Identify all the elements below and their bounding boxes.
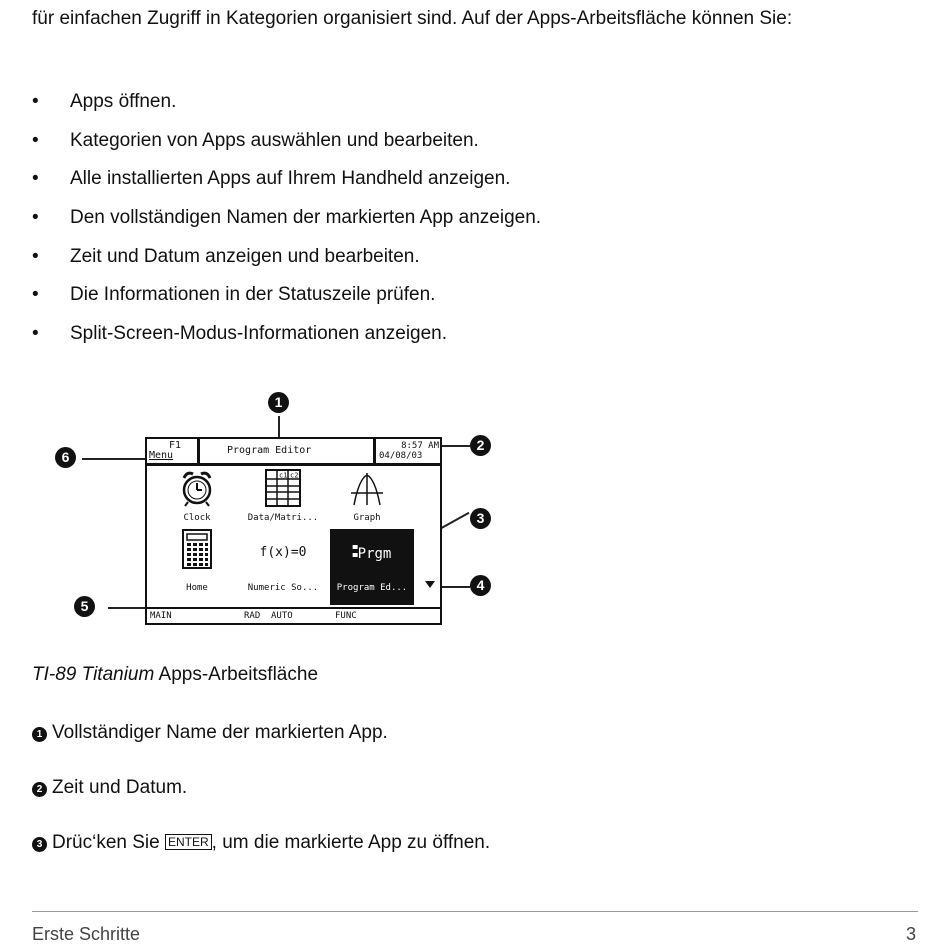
figure-caption: TI-89 Titanium Apps-Arbeitsfläche	[32, 664, 319, 685]
app-label: Numeric So...	[247, 583, 319, 593]
footer-divider	[32, 911, 918, 912]
callout-2: 2	[470, 435, 491, 456]
bullet-icon: •	[32, 207, 39, 229]
callout-badge: 2	[32, 782, 47, 797]
numeric-solver-icon: f(x)=0	[259, 545, 307, 560]
app-home[interactable]	[155, 529, 239, 605]
legend-item-2: 2 Zeit und Datum.	[32, 777, 187, 799]
calculator-icon	[181, 529, 213, 569]
status-bar	[147, 607, 440, 625]
app-data-matrix[interactable]	[241, 467, 325, 527]
callout-6: 6	[55, 447, 76, 468]
app-numeric-solver[interactable]	[241, 529, 325, 605]
callout-3: 3	[470, 508, 491, 529]
program-editor-icon: Prgm	[353, 545, 392, 562]
callout-badge: 1	[32, 727, 47, 742]
callout-5: 5	[74, 596, 95, 617]
f1-menu-button[interactable]	[147, 439, 200, 463]
footer-section-title: Erste Schritte	[32, 924, 141, 944]
bullet-icon: •	[32, 245, 39, 267]
leader-line	[82, 458, 146, 460]
app-label: Home	[186, 583, 208, 593]
leader-line	[278, 416, 280, 438]
intro-paragraph: für einfachen Zugriff in Kategorien organisiert sind. Auf der Apps-Arbeitsfläche können Sie:	[32, 8, 793, 29]
date-label: 04/08/03	[379, 451, 423, 461]
f1-key-label: F1	[169, 440, 182, 451]
matrix-cell-label: c2	[290, 471, 299, 480]
data-matrix-icon	[264, 469, 302, 507]
app-label: Clock	[183, 513, 211, 523]
status-mode: AUTO	[271, 611, 293, 621]
callout-4: 4	[470, 575, 491, 596]
calculator-screen	[145, 437, 442, 625]
highlighted-app-name: Program Editor	[227, 445, 312, 456]
list-item: • Alle installierten Apps auf Ihrem Handheld anzeigen.	[32, 165, 541, 204]
list-item: • Zeit und Datum anzeigen und bearbeiten.	[32, 243, 541, 282]
list-item: • Apps öffnen.	[32, 88, 541, 127]
list-item: • Die Informationen in der Statuszeile prüfen.	[32, 281, 541, 320]
app-graph[interactable]	[325, 467, 409, 527]
bullet-icon: •	[32, 284, 39, 306]
menu-label: Menu	[149, 450, 174, 461]
list-item: • Kategorien von Apps auswählen und bearbeiten.	[32, 127, 541, 166]
app-program-editor[interactable]	[330, 529, 414, 605]
leader-line	[438, 445, 470, 447]
leader-line	[108, 607, 148, 609]
toolbar	[147, 439, 440, 466]
time-label: 8:57 AM	[401, 441, 439, 451]
bullet-icon: •	[32, 91, 39, 112]
list-item: • Split-Screen-Modus-Informationen anzeigen.	[32, 320, 541, 359]
bullet-icon: •	[32, 323, 39, 345]
clock-icon	[179, 469, 215, 507]
apps-desktop-figure	[0, 370, 520, 640]
down-arrow-icon[interactable]	[425, 581, 435, 588]
status-folder: MAIN	[150, 611, 172, 621]
app-label: Graph	[353, 513, 381, 523]
status-graph: FUNC	[335, 611, 357, 621]
bullet-icon: •	[32, 168, 39, 190]
legend-item-1: 1 Vollständiger Name der markierten App.	[32, 722, 388, 744]
callout-1: 1	[268, 392, 289, 413]
page-number: 3	[906, 924, 917, 944]
feature-list	[32, 88, 541, 359]
callout-badge: 3	[32, 837, 47, 852]
bullet-icon: •	[32, 129, 39, 151]
status-angle: RAD	[244, 611, 261, 621]
legend-item-3: 3 Drüc‘ken Sie ENTER , um die markierte App zu öffnen.	[32, 832, 490, 854]
matrix-cell-label: c1	[279, 471, 288, 480]
list-item: • Den vollständigen Namen der markierten App anzeigen.	[32, 204, 541, 243]
app-label: Data/Matri...	[247, 513, 319, 523]
graph-icon	[349, 471, 385, 507]
app-clock[interactable]	[155, 467, 239, 527]
enter-key: ENTER	[165, 834, 212, 850]
clock-display[interactable]	[373, 439, 441, 463]
app-label: Program Ed...	[336, 583, 408, 593]
